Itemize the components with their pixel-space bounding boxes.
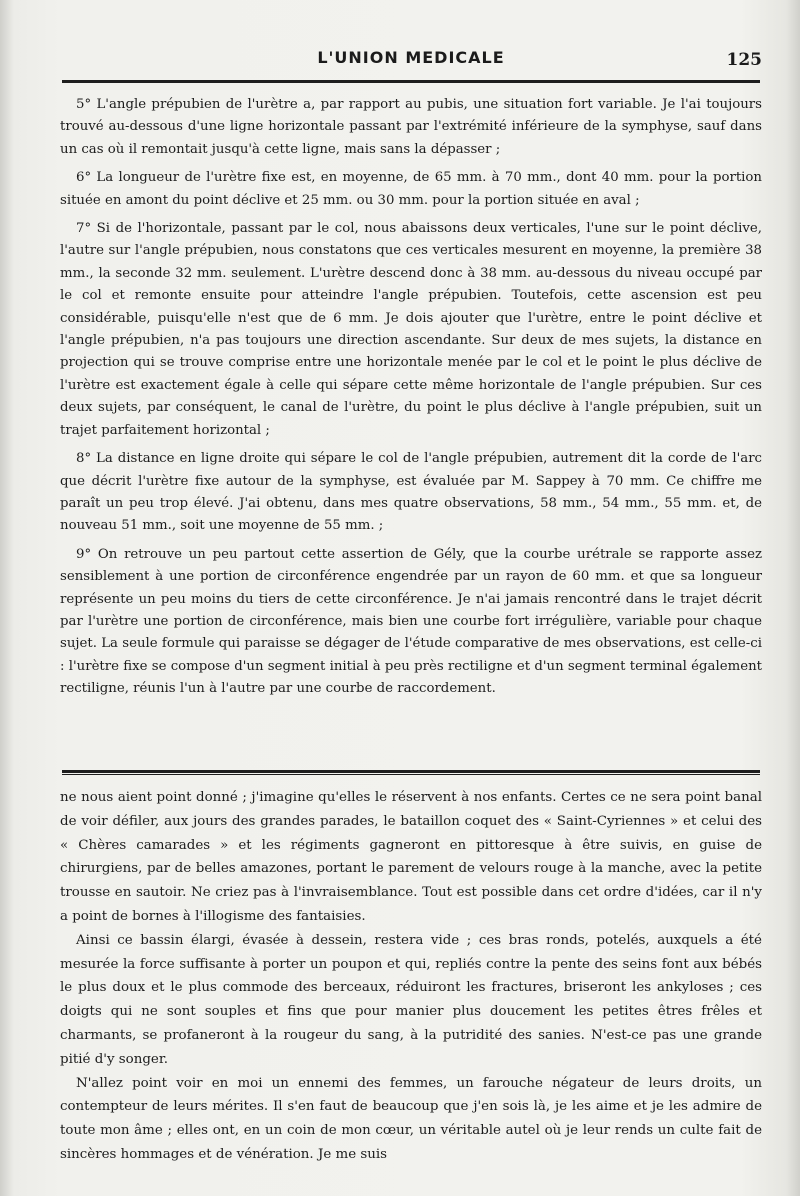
feuilleton-paragraph-3: N'allez point voir en moi un ennemi des femmes, un farouche négateur de leurs droits, un contempteur de leurs mérites. Il s'en faut de beaucoup que j'en sois là, je les aime et je les admire de toute mon âme ; elles ont, en un coin de mon cœur, un véritable autel où je leur rends un culte fait de sincères hommages et de vénération. Je me suis — [60, 1075, 762, 1162]
note-section — [60, 94, 762, 707]
feuilleton-paragraph-1: ne nous aient point donné ; j'imagine qu'elles le réservent à nos enfants. Certes ce ne sera point banal de voir défiler, aux jours des grandes parades, le bataillon coquet des « Saint-Cyriennes » et celui des « Chères camarades » et les régiments gagneront en pittoresque à être suivis, en guise de chirurgiens, par de belles amazones, portant le parement de velours rouge à la manche, avec la petite trousse en sautoir. Ne criez pas à l'invraisemblance. Tout est possible dans cet ordre d'idées, car il n'y a point de bornes à l'illogisme des fantaisies. — [60, 790, 762, 924]
header-rule — [62, 80, 760, 83]
feuilleton-separator-rule — [62, 770, 760, 775]
feuilleton-section — [60, 786, 762, 1167]
page-header — [60, 48, 762, 76]
note-paragraph-8: 8° La distance en ligne droite qui sépare le col de l'angle prépubien, autrement dit la corde de l'arc que décrit l'urètre fixe autour de la symphyse, est évaluée par M. Sappey à 70 mm. Ce chiffre me paraît un peu trop élevé. J'ai obtenu, dans mes quatre observations, 58 mm., 54 mm., 55 mm. et, de nouveau 51 mm., soit une moyenne de 55 mm. ; — [60, 451, 762, 534]
note-paragraph-5: 5° L'angle prépubien de l'urètre a, par rapport au pubis, une situation fort variable. Je l'ai toujours trouvé au-dessous d'une ligne horizontale passant par l'extrémité inférieure de la symphyse, sauf dans un cas où il remontait jusqu'à cette ligne, mais sans la dépasser ; — [60, 97, 762, 157]
note-paragraph-6: 6° La longueur de l'urètre fixe est, en moyenne, de 65 mm. à 70 mm., dont 40 mm. pour la portion située en amont du point déclive et 25 mm. ou 30 mm. pour la portion située en aval ; — [60, 170, 762, 208]
feuilleton-paragraph-2: Ainsi ce bassin élargi, évasée à dessein, restera vide ; ces bras ronds, potelés, auxquels a été mesurée la force suffisante à porter un poupon et qui, repliés contre la pente des seins font aux bébés le plus doux et le plus commode des berceaux, réduiront les fractures, briseront les ankyloses ; ces doigts qui ne sont souples et fins que pour manier plus doucement les petites êtres frêles et charmants, se profaneront à la rougeur du sang, à la putridité des sanies. N'est-ce pas une grande pitié d'y songer. — [60, 932, 762, 1067]
note-paragraph-7: 7° Si de l'horizontale, passant par le col, nous abaissons deux verticales, l'une sur le point déclive, l'autre sur l'angle prépubien, nous constatons que ces verticales mesurent en moyenne, la première 38 mm., la seconde 32 mm. seulement. L'urètre descend donc à 38 mm. au-dessous du niveau occupé par le col et remonte ensuite pour atteindre l'angle prépubien. Toutefois, cette ascension est peu considérable, puisqu'elle n'est que de 6 mm. Je dois ajouter que l'urètre, entre le point déclive et l'angle prépubien, n'a pas toujours une direction ascendante. Sur deux de mes sujets, la distance en projection qui se trouve comprise entre une horizontale menée par le col et le point le plus déclive de l'urètre est exactement égale à celle qui sépare cette même horizontale de l'angle prépubien. Sur ces deux sujets, par conséquent, le canal de l'urètre, du point le plus déclive à l'angle prépubien, suit un trajet parfaitement horizontal ; — [60, 221, 762, 438]
running-title: L'UNION MEDICALE — [317, 48, 505, 67]
note-paragraph-9: 9° On retrouve un peu partout cette assertion de Gély, que la courbe urétrale se rapporte assez sensiblement à une portion de circonférence engendrée par un rayon de 60 mm. et que sa longueur représente un peu moins du tiers de cette circonférence. Je n'ai jamais rencontré dans le trajet décrit par l'urètre une portion de circonférence, mais bien une courbe fort irrégulière, variable pour chaque sujet. La seule formule qui paraisse se dégager de l'étude comparative de mes observations, est celle-ci : l'urètre fixe se compose d'un segment initial à peu près rectiligne et d'un segment terminal également rectiligne, réunis l'un à l'autre par une courbe de raccordement. — [60, 546, 762, 697]
page-number: 125 — [726, 50, 762, 70]
